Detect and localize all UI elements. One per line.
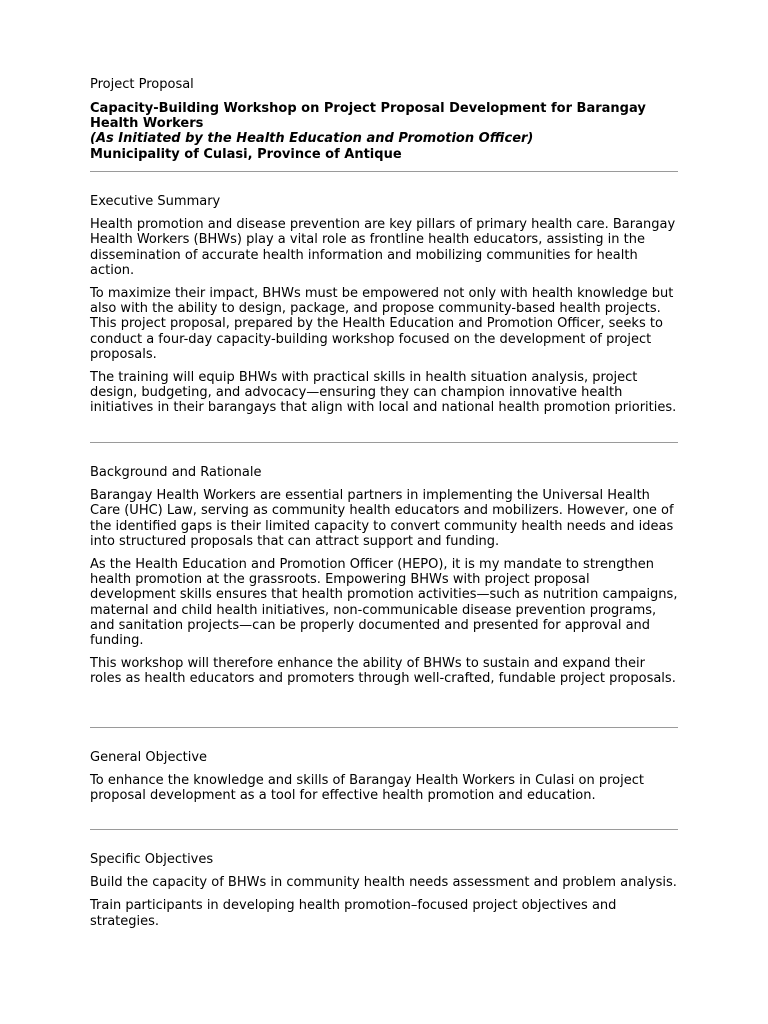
paragraph: Health promotion and disease prevention are key pillars of primary health care. Barangay Health Workers (BHWs) play a vital role as frontline health educators, assisting in the dissemination of accurate health information and mobilizing communities for health action. bbox=[90, 217, 676, 278]
section-general-objective bbox=[90, 750, 678, 812]
paragraph: Build the capacity of BHWs in community health needs assessment and problem analysis. bbox=[90, 875, 677, 891]
title-subtitle: (As Initiated by the Health Education and Promotion Officer) bbox=[90, 131, 534, 147]
document-label: Project Proposal bbox=[90, 77, 194, 92]
paragraph: Barangay Health Workers are essential partners in implementing the Universal Health Care (UHC) Law, serving as community health educators and mobilizers. However, one of the identified gaps is their limited capacity to convert community health needs and ideas into structured proposals that can attract support and funding. bbox=[90, 488, 674, 549]
title-location: Municipality of Culasi, Province of Antique bbox=[90, 146, 402, 162]
title-block bbox=[90, 101, 678, 162]
section-heading: General Objective bbox=[90, 750, 208, 765]
section-executive-summary bbox=[90, 194, 678, 424]
section-background-rationale bbox=[90, 465, 678, 695]
paragraph: To maximize their impact, BHWs must be empowered not only with health knowledge but also with the ability to design, package, and propose community-based health projects. This project proposal, prepared by the Health Education and Promotion Officer, seeks to conduct a four-day capacity-building workshop focused on the development of project proposals. bbox=[90, 286, 674, 362]
section-specific-objectives bbox=[90, 852, 678, 937]
paragraph: As the Health Education and Promotion Officer (HEPO), it is my mandate to strengthen health promotion at the grassroots. Empowering BHWs with project proposal development skills ensures that health promotion activities—such as nutrition campaigns, maternal and child health initiatives, non-communicable disease prevention programs, and sanitation projects—can be properly documented and presented for approval and funding. bbox=[90, 557, 678, 649]
title-main: Capacity-Building Workshop on Project Proposal Development for Barangay Health Workers bbox=[90, 101, 646, 132]
divider bbox=[90, 171, 678, 172]
paragraph: To enhance the knowledge and skills of Barangay Health Workers in Culasi on project proposal development as a tool for effective health promotion and education. bbox=[90, 773, 644, 804]
divider bbox=[90, 727, 678, 728]
divider bbox=[90, 829, 678, 830]
section-heading: Background and Rationale bbox=[90, 465, 262, 480]
paragraph: The training will equip BHWs with practical skills in health situation analysis, project design, budgeting, and advocacy—ensuring they can champion innovative health initiatives in their barangays that align with local and national health promotion priorities. bbox=[90, 370, 677, 416]
divider bbox=[90, 442, 678, 443]
paragraph: Train participants in developing health promotion–focused project objectives and strategies. bbox=[90, 898, 617, 929]
paragraph: This workshop will therefore enhance the ability of BHWs to sustain and expand their roles as health educators and promoters through well-crafted, fundable project proposals. bbox=[90, 656, 676, 687]
section-heading: Specific Objectives bbox=[90, 852, 214, 867]
section-heading: Executive Summary bbox=[90, 194, 221, 209]
